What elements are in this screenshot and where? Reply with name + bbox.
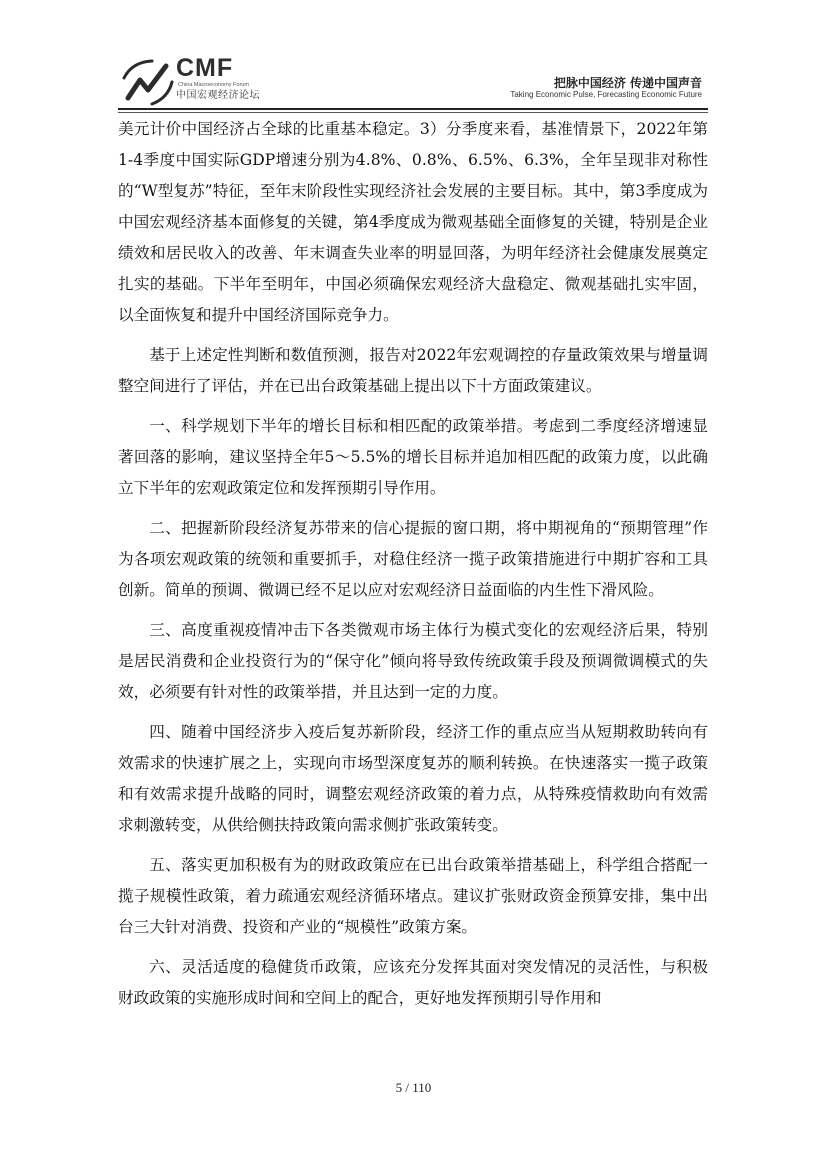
logo-text: CMF xyxy=(176,54,234,82)
paragraph: 二、把握新阶段经济复苏带来的信心提振的窗口期，将中期视角的“预期管理”作为各项宏观政策的统领和重要抓手，对稳住经济一揽子政策措施进行中期扩容和工具创新。简单的预调、微调已经不足以应对宏观经济日益面临的内生性下滑风险。 xyxy=(118,519,708,599)
paragraph: 三、高度重视疫情冲击下各类微观市场主体行为模式变化的宏观经济后果，特别是居民消费和企业投资行为的“保守化”倾向将导致传统政策手段及预调微调模式的失效，必须要有针对性的政策举措，并且达到一定的力度。 xyxy=(118,621,708,701)
header-divider-thin xyxy=(118,112,708,113)
paragraph: 五、落实更加积极有为的财政政策应在已出台政策举措基础上，科学组合搭配一揽子规模性政策，着力疏通宏观经济循环堵点。建议扩张财政资金预算安排，集中出台三大针对消费、投资和产业的“规模性”政策方案。 xyxy=(118,856,708,936)
page-header xyxy=(118,54,708,108)
header-divider xyxy=(118,108,708,110)
paragraph: 六、灵活适度的稳健货币政策，应该充分发挥其面对突发情况的灵活性，与积极财政政策的实施形成时间和空间上的配合，更好地发挥预期引导作用和 xyxy=(118,958,708,1007)
paragraph: 四、随着中国经济步入疫后复苏新阶段，经济工作的重点应当从短期救助转向有效需求的快速扩展之上，实现向市场型深度复苏的顺利转换。在快速落实一揽子政策和有效需求提升战略的同时，调整宏观经济政策的着力点，从特殊疫情救助向有效需求刺激转变，从供给侧扶持政策向需求侧扩张政策转变。 xyxy=(118,723,708,834)
header-slogan-en: Taking Economic Pulse, Forecasting Economic Future xyxy=(510,90,702,99)
cmf-logo-icon xyxy=(122,58,174,106)
paragraph: 一、科学规划下半年的增长目标和相匹配的政策举措。考虑到二季度经济增速显著回落的影响，建议坚持全年5～5.5%的增长目标并追加相匹配的政策力度，以此确立下半年的宏观政策定位和发挥预期引导作用。 xyxy=(118,417,708,497)
page-number: 5 / 110 xyxy=(395,1080,432,1095)
header-slogan-cn: 把脉中国经济 传递中国声音 xyxy=(553,76,702,90)
logo-subtitle-en: China Macroeconomy Forum xyxy=(178,82,249,88)
paragraph: 美元计价中国经济占全球的比重基本稳定。3）分季度来看，基准情景下，2022年第1-4季度中国实际GDP增速分别为4.8%、0.8%、6.5%、6.3%，全年呈现非对称性的“W型复苏”特征，至年末阶段性实现经济社会发展的主要目标。其中，第3季度成为中国宏观经济基本面修复的关键，第4季度成为微观基础全面修复的关键，特别是企业绩效和居民收入的改善、年末调查失业率的明显回落，为明年经济社会健康发展奠定扎实的基础。下半年至明年，中国必须确保宏观经济大盘稳定、微观基础扎实牢固，以全面恢复和提升中国经济国际竞争力。 xyxy=(118,120,708,324)
paragraph: 基于上述定性判断和数值预测，报告对2022年宏观调控的存量政策效果与增量调整空间进行了评估，并在已出台政策基础上提出以下十方面政策建议。 xyxy=(118,346,708,395)
document-body xyxy=(118,114,708,1014)
logo-subtitle-cn: 中国宏观经济论坛 xyxy=(176,90,260,101)
